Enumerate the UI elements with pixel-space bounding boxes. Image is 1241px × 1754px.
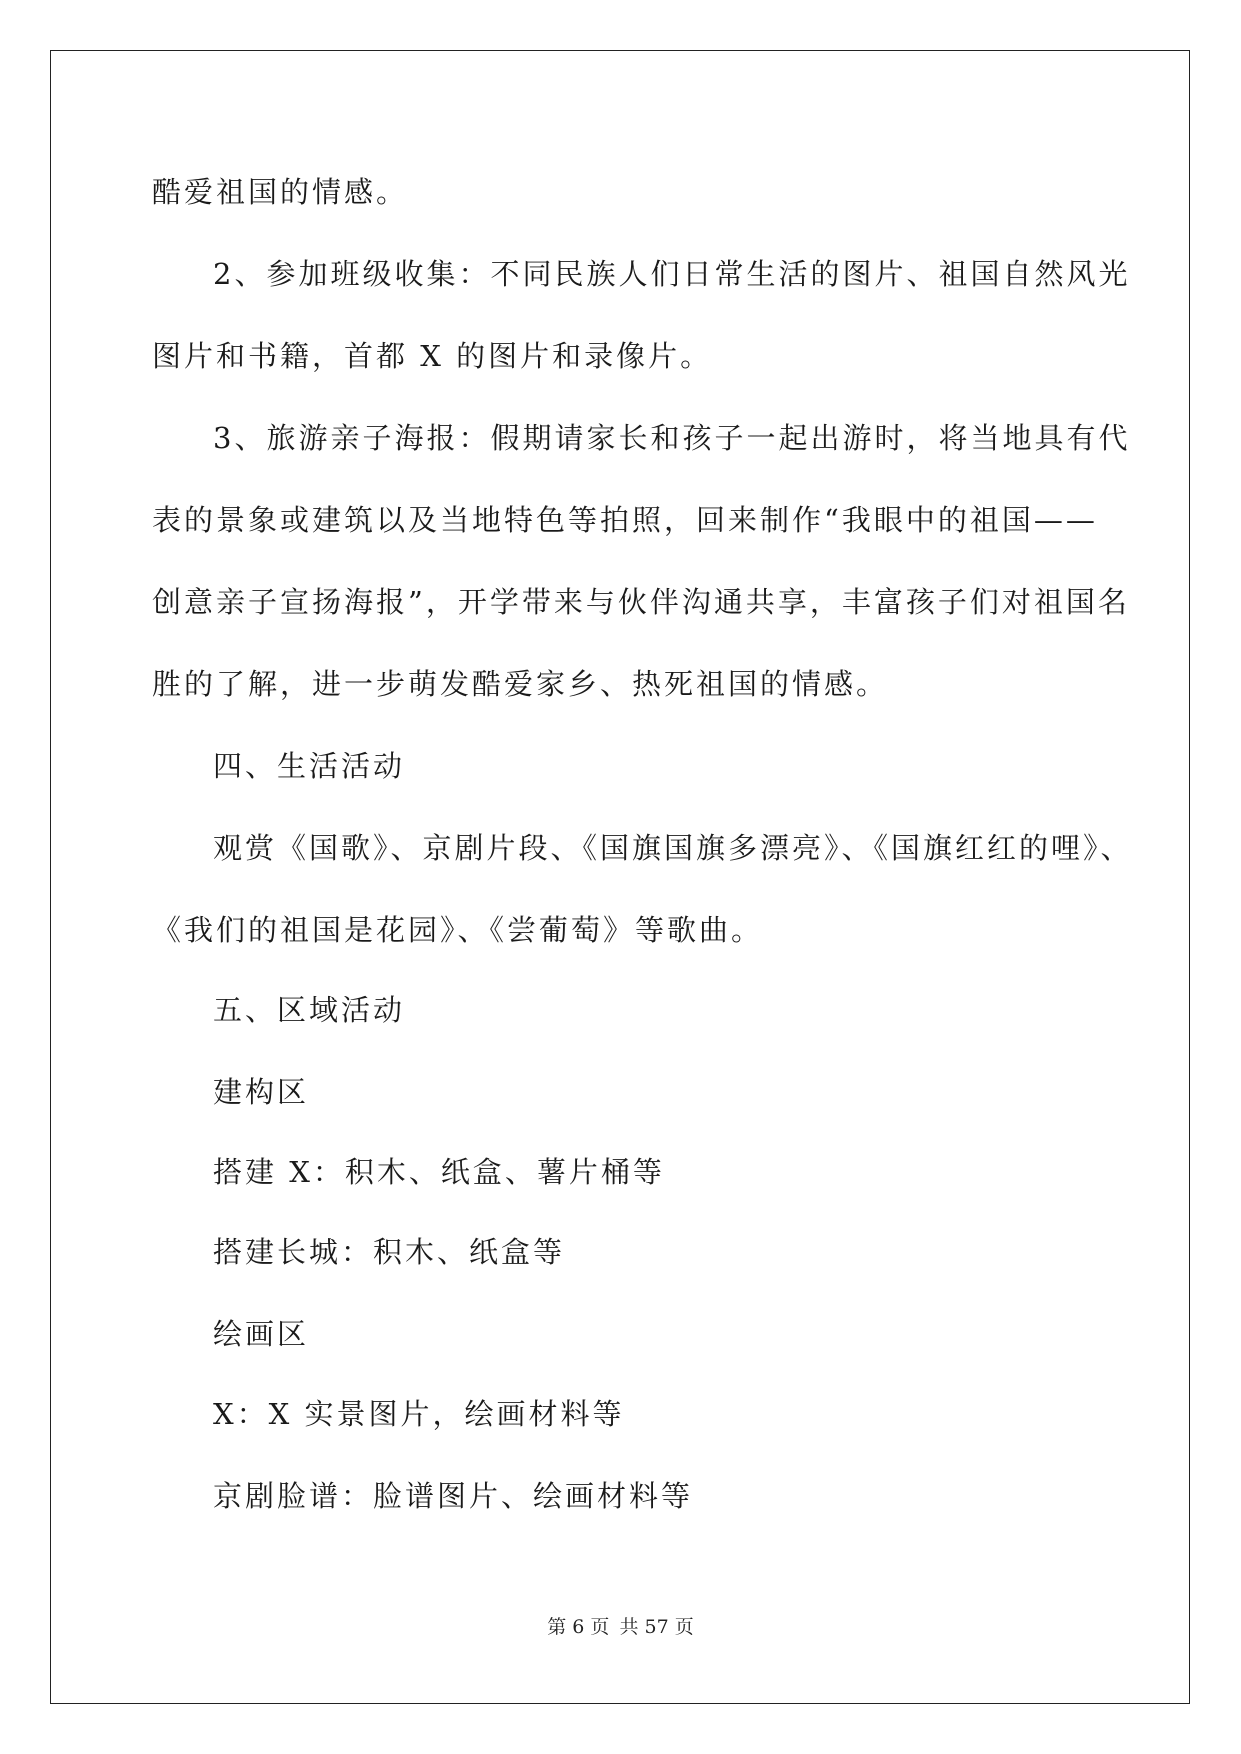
page-total: 共 57 页 [619,1616,694,1638]
page-footer [0,1612,1241,1639]
text-line-9: 观赏《国歌》、京剧片段、《国旗国旗多漂亮》、《国旗红红的哩》、 [213,831,1133,865]
page-frame [50,50,1190,1704]
section-heading-4: 四、生活活动 [213,749,406,783]
text-line-13: 搭建 X：积木、纸盒、薯片桶等 [213,1155,665,1189]
page-number: 第 6 页 [547,1616,610,1638]
text-line-6: 创意亲子宣扬海报”，开学带来与伙伴沟通共享，丰富孩子们对祖国名 [152,585,1130,619]
text-line-17: 京剧脸谱：脸谱图片、绘画材料等 [213,1479,694,1513]
subheading-drawing-area: 绘画区 [213,1317,310,1351]
text-line-2: 2、参加班级收集：不同民族人们日常生活的图片、祖国自然风光 [213,257,1131,291]
text-line-10: 《我们的祖国是花园》、《尝葡萄》等歌曲。 [152,913,764,947]
text-line-14: 搭建长城：积木、纸盒等 [213,1235,566,1269]
text-line-16: X：X 实景图片，绘画材料等 [213,1397,625,1431]
text-line-3: 图片和书籍，首都 X 的图片和录像片。 [152,339,713,373]
subheading-construction-area: 建构区 [213,1075,310,1109]
text-line-1: 酷爱祖国的情感。 [152,175,409,209]
text-line-5: 表的景象或建筑以及当地特色等拍照，回来制作“我眼中的祖国—— [152,503,1098,537]
text-line-7: 胜的了解，进一步萌发酷爱家乡、热死祖国的情感。 [152,667,889,701]
section-heading-5: 五、区域活动 [213,993,406,1027]
text-line-4: 3、旅游亲子海报：假期请家长和孩子一起出游时，将当地具有代 [213,421,1131,455]
